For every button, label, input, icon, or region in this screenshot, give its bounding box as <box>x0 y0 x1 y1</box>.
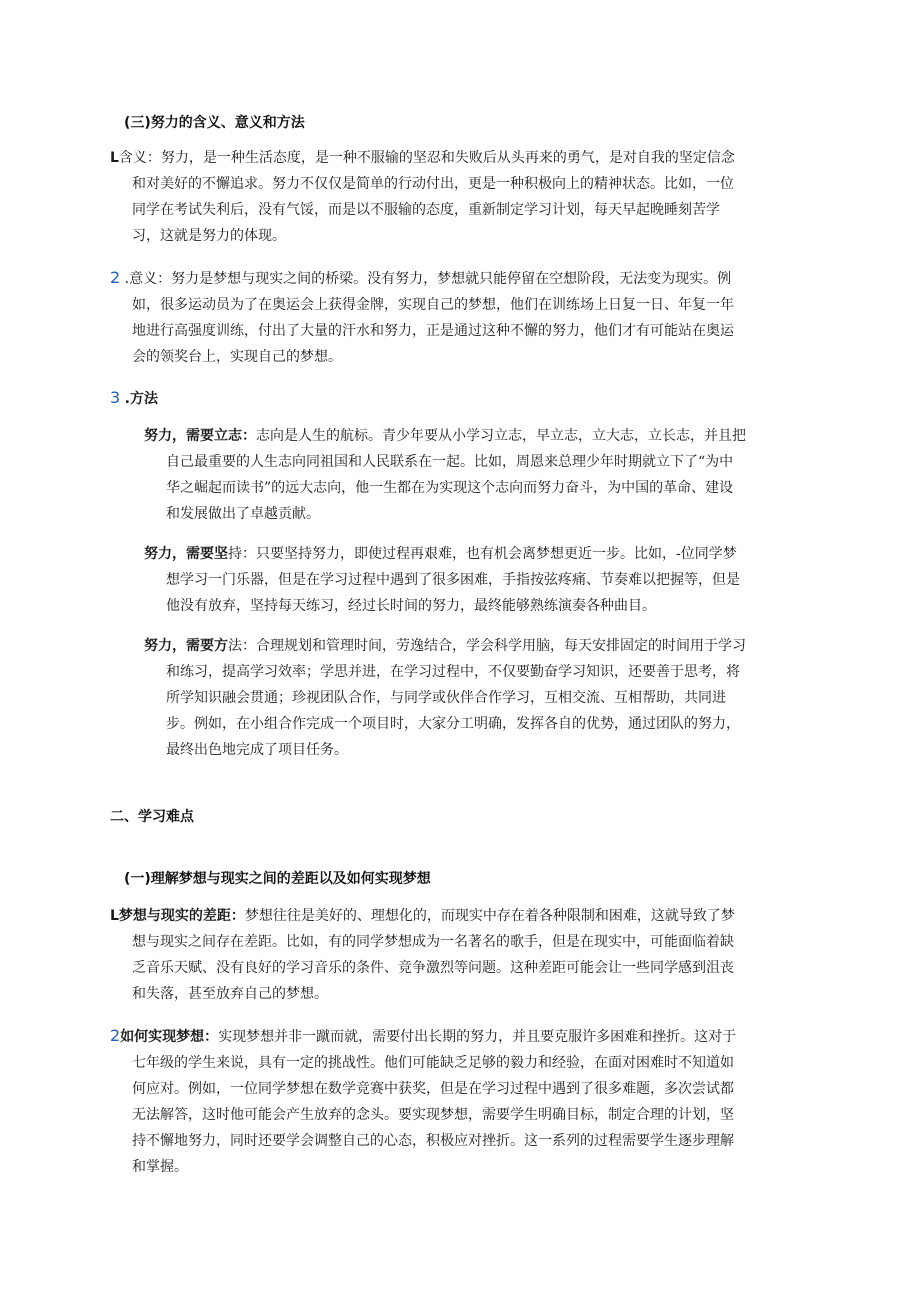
paragraph-line: 和练习，提高学习效率；学思并进，在学习过程中，不仅要勤奋学习知识，还要善于思考，将 <box>166 664 740 680</box>
paragraph-line: 想与现实之间存在差距。比如，有的同学梦想成为一名著名的歌手，但是在现实中，可能面临着缺 <box>132 934 734 950</box>
paragraph-line: 最终出色地完成了项目任务。 <box>166 742 348 758</box>
line-text: 合理规划和管理时间，劳逸结合，学会科学用脑，每天安排固定的时间用于学习 <box>256 638 746 654</box>
paragraph-method-ambition <box>144 423 746 527</box>
bold-lead: 努力，需要坚 <box>144 546 228 562</box>
bold-lead: 如何实现梦想： <box>120 1029 219 1045</box>
paragraph-significance <box>110 265 734 370</box>
subsection-heading: (一)理解梦想与现实之间的差距以及如何实现梦想 <box>124 871 431 887</box>
paragraph-line: 华之崛起而读书”的远大志向，他一生都在为实现这个志向而努力奋斗，为中国的革命、建设 <box>166 480 734 496</box>
paragraph-line <box>110 145 735 171</box>
paragraph-line <box>144 633 746 659</box>
paragraph-line <box>110 385 158 412</box>
paragraph-meaning <box>110 145 735 249</box>
line-text: 志向是人生的航标。青少年要从小学习立志，早立志，立大志，立长志，并且把 <box>256 428 746 444</box>
paragraph-line: 何应对。例如，一位同学梦想在数学竞赛中获奖，但是在学习过程中遇到了很多难题，多次尝试都 <box>132 1081 734 1097</box>
line-text: .意义：努力是梦想与现实之间的桥梁。没有努力，梦想就只能停留在空想阶段，无法变为现实。例 <box>124 271 732 287</box>
list-number: 2 <box>110 1026 121 1045</box>
bold-lead: L梦想与现实的差距： <box>110 908 245 924</box>
paragraph-line: 无法解答，这时他可能会产生放弃的念头。要实现梦想，需要学生明确目标，制定合理的计划，坚 <box>132 1107 734 1123</box>
paragraph-line: 乏音乐天赋、没有良好的学习音乐的条件、竞争激烈等问题。这种差距可能会让一些同学感到沮丧 <box>132 960 734 976</box>
line-text: 含义：努力，是一种生活态度，是一种不服输的坚忍和失败后从头再来的勇气，是对自我的坚定信念 <box>118 150 735 166</box>
paragraph-line <box>144 423 746 449</box>
paragraph-line: 所学知识融会贯通；珍视团队合作，与同学或伙伴合作学习，互相交流、互相帮助，共同进 <box>166 690 726 706</box>
line-text: 实现梦想并非一蹴而就，需要付出长期的努力，并且要克服许多困难和挫折。这对于 <box>218 1029 737 1045</box>
paragraph-line: 如，很多运动员为了在奥运会上获得金牌，实现自己的梦想，他们在训练场上日复一日、年复一年 <box>132 297 734 313</box>
paragraph-line: 想学习一门乐器，但是在学习过程中遇到了很多困难，手指按弦疼痛、节奏难以把握等，但是 <box>166 572 740 588</box>
paragraph-line: 和发展做出了卓越贡献。 <box>166 506 320 522</box>
line-text: 只要坚持努力，即使过程再艰难，也有机会离梦想更近一步。比如，-位同学梦 <box>256 546 737 562</box>
list-number: 3 <box>110 388 121 407</box>
lead-rest: 法： <box>228 638 256 654</box>
paragraph-line <box>110 903 735 929</box>
paragraph-line: 步。例如，在小组合作完成一个项目时，大家分工明确，发挥各自的优势，通过团队的努力， <box>166 716 740 732</box>
list-number: 2 <box>110 268 121 287</box>
section-heading-effort: (三)努力的含义、意义和方法 <box>124 115 305 131</box>
paragraph-method-approach <box>144 633 746 763</box>
paragraph-method-persistence <box>144 541 740 619</box>
paragraph-gap <box>110 903 735 1007</box>
paragraph-line <box>144 541 740 567</box>
paragraph-line: 和对美好的不懈追求。努力不仅仅是简单的行动付出，更是一种积极向上的精神状态。比如，一位 <box>132 176 734 192</box>
bold-lead: 努力，需要方 <box>144 638 228 654</box>
paragraph-line: 地进行高强度训练，付出了大量的汗水和努力，正是通过这种不懈的努力，他们才有可能站在奥运 <box>132 323 734 339</box>
section-heading-difficulties: 二、学习难点 <box>110 809 194 825</box>
paragraph-realize <box>110 1023 736 1180</box>
list-marker: L <box>110 150 119 166</box>
bold-lead: 努力，需要立志： <box>144 428 256 444</box>
lead-rest: 持： <box>228 546 256 562</box>
line-text: 梦想往往是美好的、理想化的，而现实中存在着各种限制和困难，这就导致了梦 <box>244 908 735 924</box>
paragraph-line: 和失落，甚至放弃自己的梦想。 <box>132 986 328 1002</box>
paragraph-line <box>110 265 734 292</box>
paragraph-line: 习，这就是努力的体现。 <box>132 228 286 244</box>
paragraph-line: 会的领奖台上，实现自己的梦想。 <box>132 349 342 365</box>
paragraph-line <box>110 1023 736 1050</box>
method-label: .方法 <box>124 391 158 407</box>
paragraph-line: 他没有放弃，坚持每天练习，经过长时间的努力，最终能够熟练演奏各种曲目。 <box>166 598 656 614</box>
paragraph-line: 和掌握。 <box>132 1159 188 1175</box>
paragraph-line: 七年级的学生来说，具有一定的挑战性。他们可能缺乏足够的毅力和经验，在面对困难时不知道如 <box>132 1055 734 1071</box>
paragraph-line: 持不懈地努力，同时还要学会调整自己的心态，积极应对挫折。这一系列的过程需要学生逐步理解 <box>132 1133 734 1149</box>
paragraph-method-heading <box>110 385 158 412</box>
paragraph-line: 同学在考试失利后，没有气馁，而是以不服输的态度，重新制定学习计划，每天早起晚睡刻苦学 <box>132 202 720 218</box>
paragraph-line: 自己最重要的人生志向同祖国和人民联系在一起。比如，周恩来总理少年时期就立下了“为中 <box>166 454 734 470</box>
